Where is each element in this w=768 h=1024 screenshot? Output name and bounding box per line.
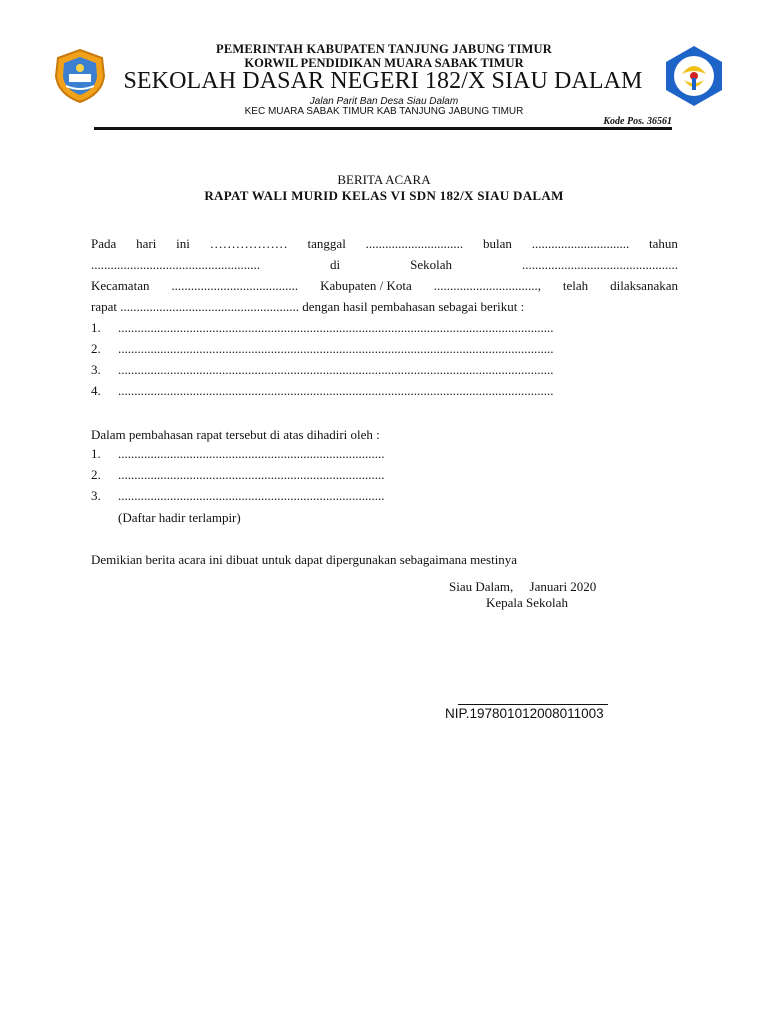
result-blank: ...................................................................................................................................... [118,362,554,377]
attendee-number: 2. [91,467,101,482]
attendee-number: 3. [91,488,101,503]
document-subtitle: RAPAT WALI MURID KELAS VI SDN 182/X SIAU DALAM [204,188,564,203]
attendee-blank: .................................................................................. [118,446,385,461]
signatory-role: Kepala Sekolah [486,595,568,610]
result-blank: ...................................................................................................................................... [118,320,554,335]
office-line: KORWIL PENDIDIKAN MUARA SABAK TIMUR [244,56,524,70]
intro-word: Sekolah [410,257,452,272]
intro-word: tanggal [307,236,346,251]
intro-word: dilaksanakan [610,278,678,293]
school-name: SEKOLAH DASAR NEGERI 182/X SIAU DALAM [123,68,643,94]
date-blank: .............................. [365,236,464,251]
address-line-2: KEC MUARA SABAK TIMUR KAB TANJUNG JABUNG TIMUR [244,106,524,117]
result-number: 4. [91,383,101,398]
intro-word: ini [176,236,190,251]
intro-line-2 [91,257,678,273]
intro-word: Pada [91,236,117,251]
intro-word: di [329,257,341,272]
intro-word: Kecamatan [91,278,150,293]
school-blank: ................................................ [521,257,678,272]
letterhead-divider [94,127,672,130]
intro-line-3 [91,278,678,294]
intro-word: hari [136,236,157,251]
result-number: 2. [91,341,101,356]
postal-code: Kode Pos. 36561 [603,116,672,127]
document-title: BERITA ACARA [337,172,431,187]
intro-word: Kabupaten / Kota [320,278,412,293]
attendee-blank: .................................................................................. [118,488,385,503]
month-blank: .............................. [531,236,630,251]
attendee-number: 1. [91,446,101,461]
intro-word: bulan [482,236,512,251]
government-line: PEMERINTAH KABUPATEN TANJUNG JABUNG TIMUR [216,42,552,56]
intro-line-4: rapat ....................................................... dengan hasil pembahasan sebagai berikut : [91,299,525,314]
signature-line [458,704,608,705]
district-blank: ....................................... [171,278,299,293]
day-blank: ……………… [209,236,288,251]
intro-line-1 [91,236,678,252]
closing-statement: Demikian berita acara ini dibuat untuk dapat dipergunakan sebagaimana mestinya [91,552,518,567]
result-number: 1. [91,320,101,335]
attendee-blank: .................................................................................. [118,467,385,482]
nip-number: NIP.197801012008011003 [445,706,604,721]
address-line-1: Jalan Parit Ban Desa Siau Dalam [309,96,459,107]
attendance-intro: Dalam pembahasan rapat tersebut di atas dihadiri oleh : [91,427,380,442]
year-blank: .................................................... [91,257,260,272]
regency-blank: ................................, [433,278,541,293]
result-blank: ...................................................................................................................................... [118,383,554,398]
intro-word: telah [562,278,589,293]
attendance-note: (Daftar hadir terlampir) [118,510,241,525]
result-blank: ...................................................................................................................................... [118,341,554,356]
result-number: 3. [91,362,101,377]
place-date: Siau Dalam, Januari 2020 [449,579,597,594]
intro-word: tahun [649,236,678,251]
